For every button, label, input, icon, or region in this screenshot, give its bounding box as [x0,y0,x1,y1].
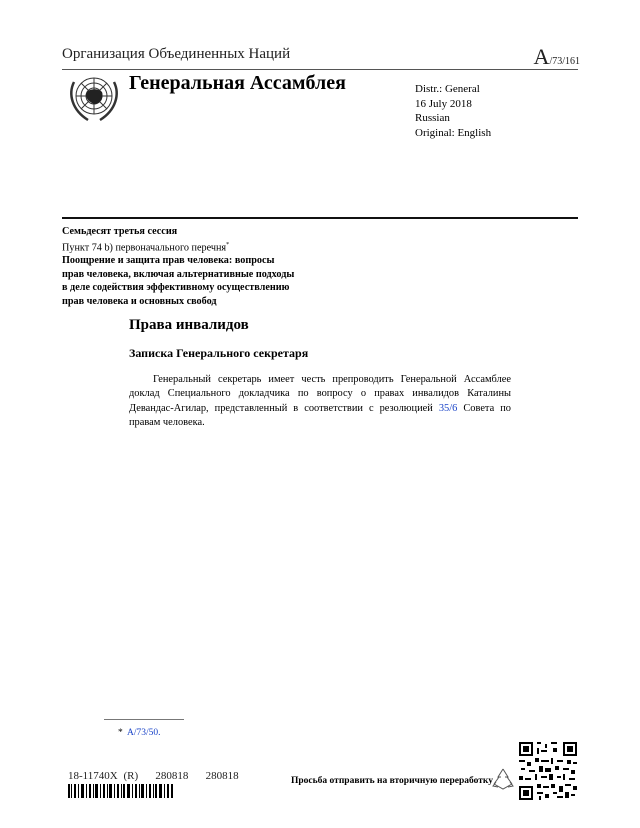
body-text-start: Генеральный секретарь имеет честь препроводить Генеральной Ассамблее доклад Специального докладчика по вопросу о правах инвалидов Каталины Девандас-Агилар, представленный в соответствии с резолюцией [129,374,511,414]
topic-line: Поощрение и защита прав человека: вопросы [62,255,275,267]
agenda-item-text: Пункт 74 b) первоначального перечня [62,241,227,253]
topic-line: в деле содействия эффективному осуществлению [62,282,290,294]
section-rule [62,217,578,219]
session-block [62,225,294,308]
topic-line: прав человека и основных свобод [62,295,217,307]
document-title: Права инвалидов [129,317,249,333]
organization-name: Организация Объединенных Наций [62,46,291,62]
topic-line: прав человека, включая альтернативные подходы [62,268,295,280]
body-paragraph [129,373,511,430]
recycle-icon [490,766,516,792]
date-2: 280818 [205,770,239,782]
date: 16 July 2018 [415,97,472,110]
date-1: 280818 [155,770,189,782]
qr-code-icon [519,742,577,800]
job-number: 18-11740X (R) [68,770,139,782]
original-language: Original: English [415,126,492,139]
distribution-meta [415,82,491,140]
distribution: Distr.: General [415,83,480,95]
body-text-end: Совета по правам человека. [129,402,511,428]
barcode-icon [68,784,174,798]
symbol-suffix: /73/161 [549,56,580,67]
body-name: Генеральная Ассамблея [129,72,346,94]
footnote-rule [104,719,184,720]
job-number-line [68,770,239,782]
recycle-request: Просьба отправить на вторичную переработку [291,776,493,786]
un-emblem-icon [64,70,124,126]
agenda-item [62,239,294,255]
resolution-link[interactable]: 35/6 [438,402,458,414]
session-name: Семьдесят третья сессия [62,226,178,237]
footnote [118,728,161,738]
footnote-link[interactable]: A/73/50. [126,728,161,738]
footnote-mark: * [226,241,230,248]
symbol-prefix: A [533,44,550,69]
document-subtitle: Записка Генерального секретаря [129,346,309,360]
header-rule [62,69,578,70]
footnote-mark: * [118,728,123,738]
document-symbol [534,44,580,70]
language: Russian [415,112,450,124]
